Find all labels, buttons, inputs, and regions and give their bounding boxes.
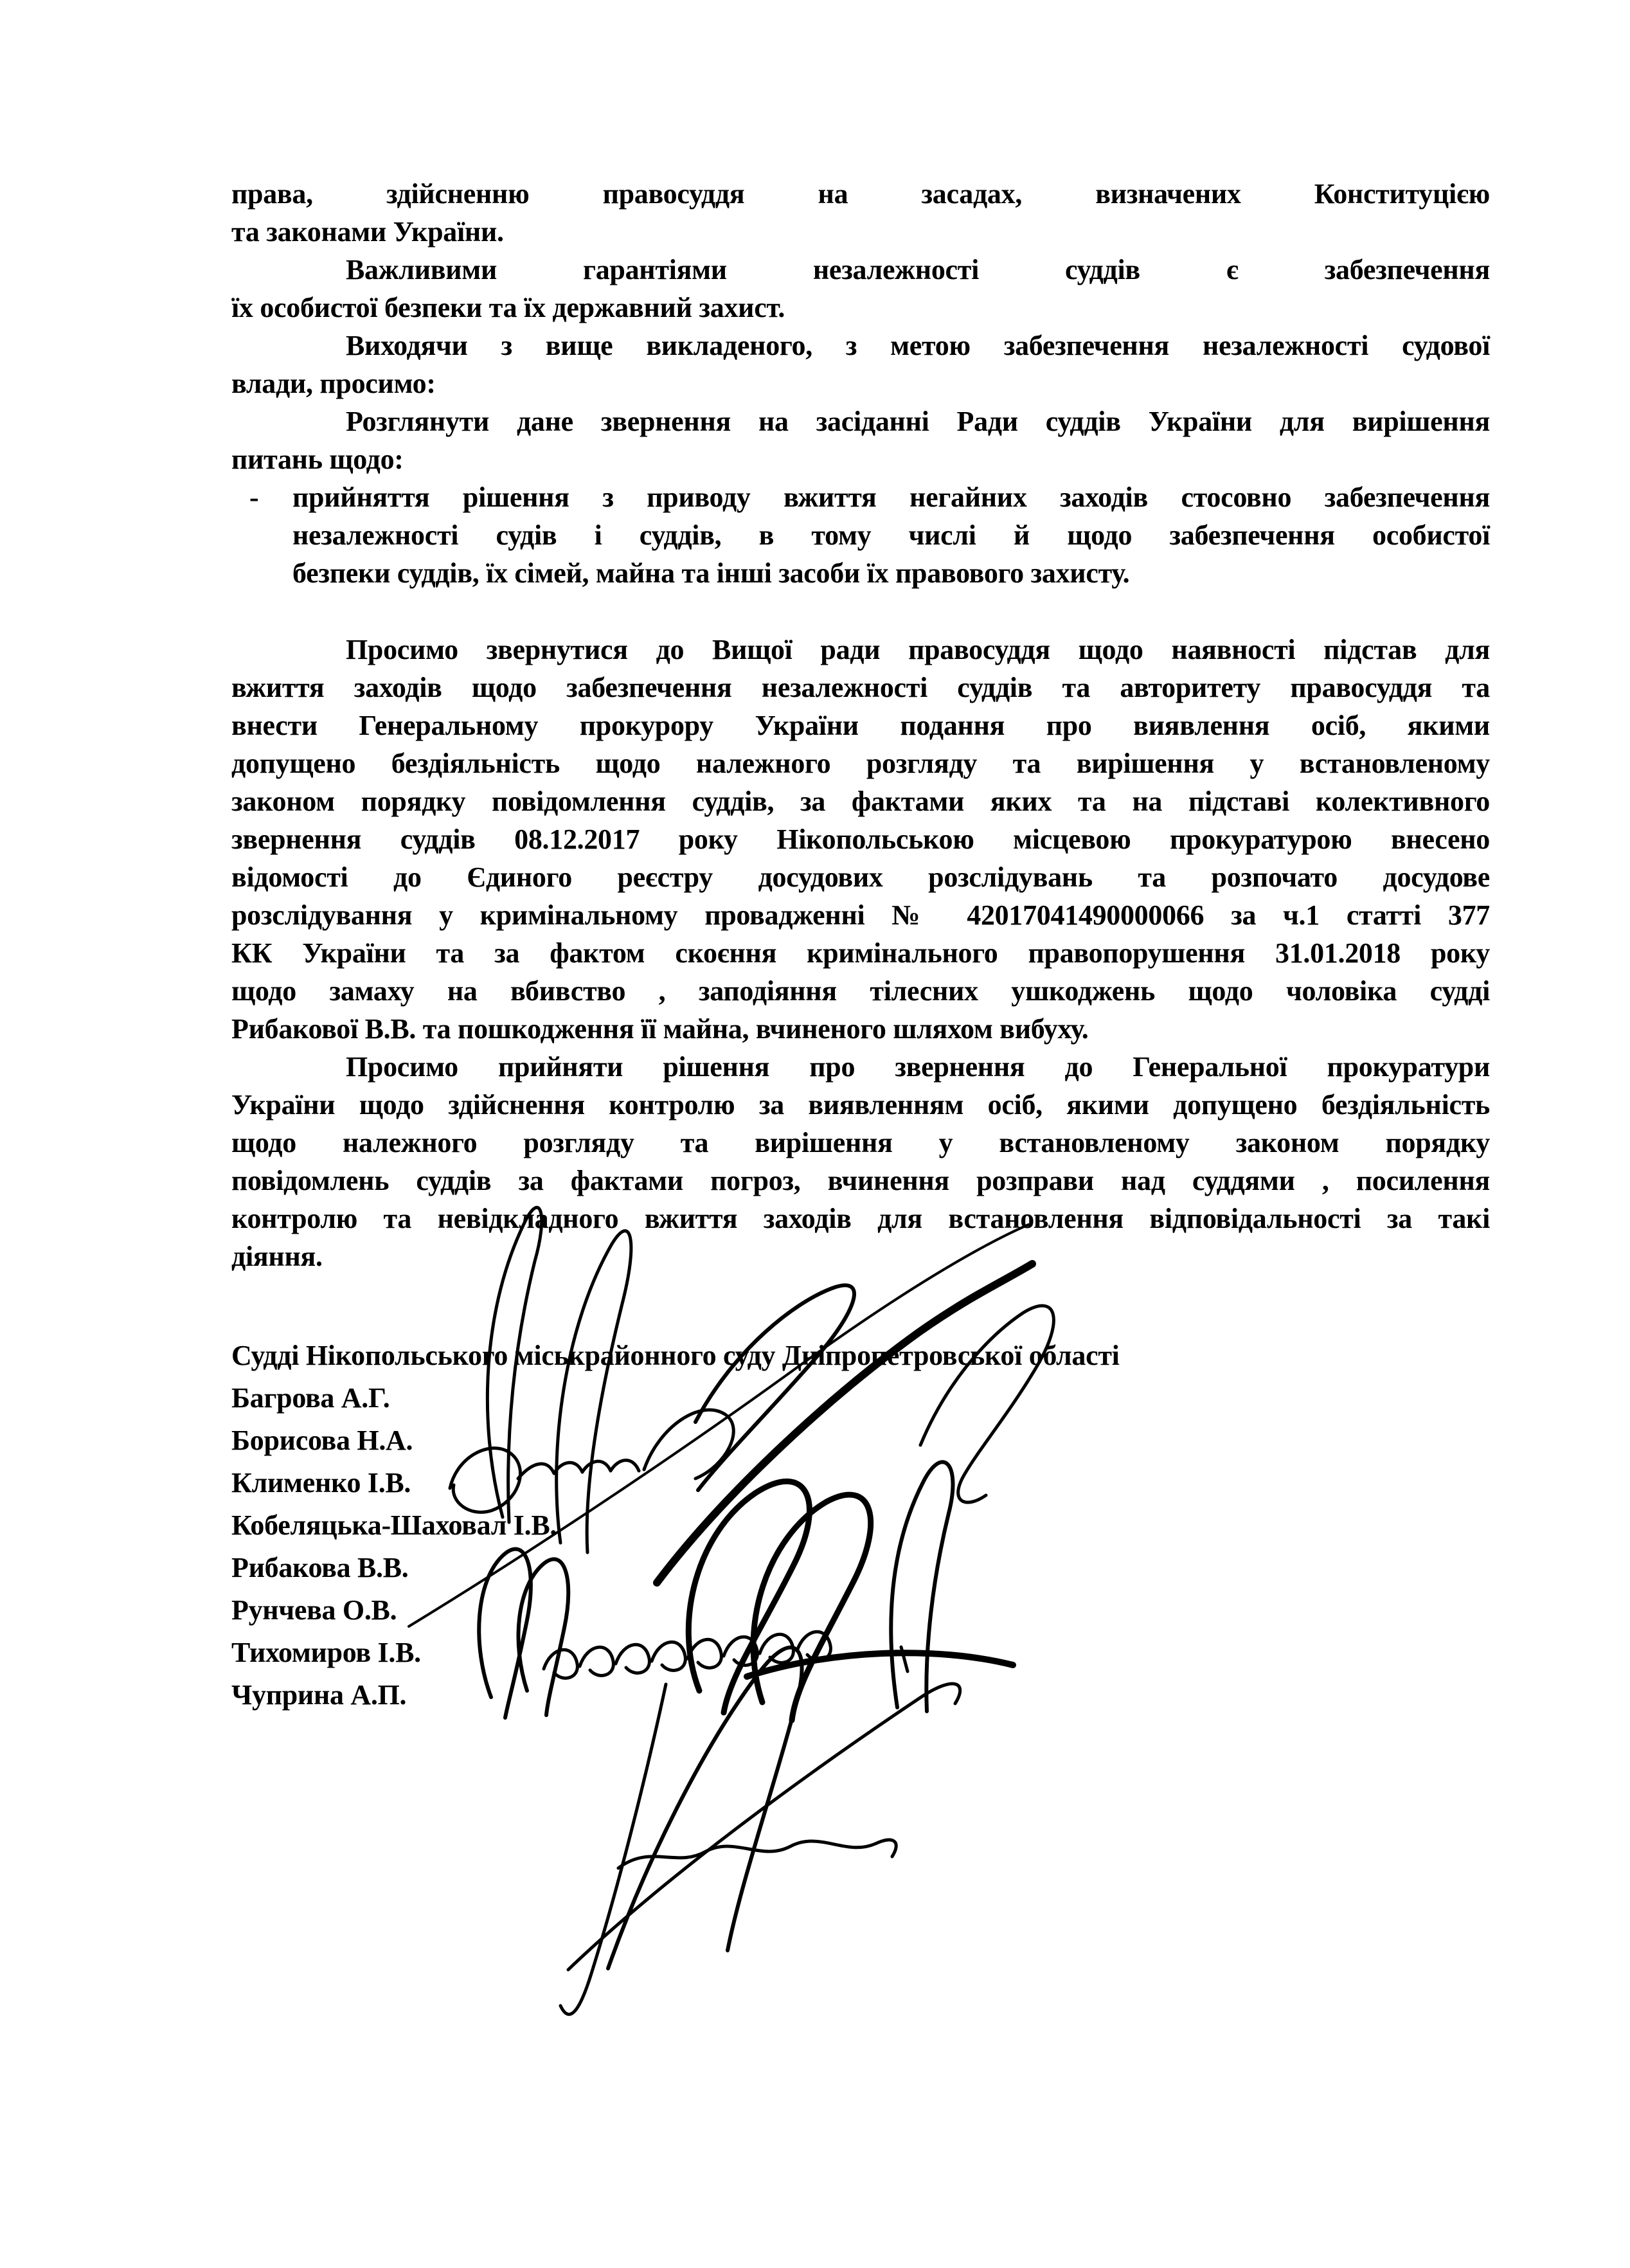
text-line xyxy=(231,554,1490,592)
signatory-name: Чуприна А.П. xyxy=(231,1679,407,1711)
text-line-content: внести Генеральному прокурору України подання про виявлення осіб, якими xyxy=(231,710,1490,741)
text-line xyxy=(231,478,1490,516)
text-line xyxy=(231,327,1490,364)
text-line-content: Просимо звернутися до Вищої ради правосуддя щодо наявності підстав для xyxy=(346,634,1490,665)
text-line xyxy=(231,1124,1490,1162)
text-line xyxy=(231,1086,1490,1124)
text-line xyxy=(231,516,1490,554)
text-line-content: щодо замаху на вбивство , заподіяння тілесних ушкоджень щодо чоловіка судді xyxy=(231,975,1490,1007)
signatory-name: Кобеляцька-Шаховал І.В. xyxy=(231,1509,557,1541)
text-line-content: їх особистої безпеки та їх державний захист. xyxy=(231,292,785,323)
signatory-name: Клименко І.В. xyxy=(231,1467,411,1498)
text-line xyxy=(231,858,1490,896)
text-line xyxy=(231,934,1490,972)
text-line-content: питань щодо: xyxy=(231,444,404,475)
text-line xyxy=(231,213,1490,251)
text-line-content: діяння. xyxy=(231,1241,323,1272)
text-line-content: Виходячи з вище викладеного, з метою забезпечення незалежності судової xyxy=(346,330,1490,361)
text-line xyxy=(231,706,1490,744)
text-line-content: звернення суддів 08.12.2017 року Нікопольською місцевою прокуратурою внесено xyxy=(231,824,1490,855)
text-line xyxy=(231,251,1490,289)
text-line xyxy=(231,669,1490,706)
text-line-content: допущено бездіяльність щодо належного розгляду та вирішення у встановленому xyxy=(231,748,1490,779)
text-line-content: та законами України. xyxy=(231,216,504,248)
signatory-name: Рунчева О.В. xyxy=(231,1594,397,1626)
text-line xyxy=(231,782,1490,820)
text-line-content: щодо належного розгляду та вирішення у встановленому законом порядку xyxy=(231,1127,1490,1158)
signatories-list xyxy=(231,1377,1490,1716)
text-line xyxy=(231,1010,1490,1048)
text-line xyxy=(231,364,1490,402)
text-line-content: КК України та за фактом скоєння кримінального правопорушення 31.01.2018 року xyxy=(231,937,1490,969)
bullet-dash: - xyxy=(249,482,259,513)
text-line-content: права, здійсненню правосуддя на засадах, визначених Конституцією xyxy=(231,178,1490,210)
text-line-content: Розглянути дане звернення на засіданні Ради суддів України для вирішення xyxy=(346,406,1490,437)
text-line xyxy=(231,402,1490,440)
text-line xyxy=(231,1238,1490,1275)
document-body xyxy=(231,175,1490,1275)
text-line xyxy=(231,289,1490,327)
text-line xyxy=(231,820,1490,858)
signature-block xyxy=(231,1335,1490,1716)
signatory-name: Борисова Н.А. xyxy=(231,1425,413,1456)
signatory-name: Багрова А.Г. xyxy=(231,1382,390,1414)
text-line xyxy=(231,896,1490,934)
text-line-content: вжиття заходів щодо забезпечення незалежності суддів та авторитету правосуддя та xyxy=(231,672,1490,703)
text-line-content: Важливими гарантіями незалежності суддів є забезпечення xyxy=(346,254,1490,285)
text-line-content: розслідування у кримінальному провадженні № 42017041490000066 за ч.1 статті 377 xyxy=(231,899,1490,931)
text-line-content: влади, просимо: xyxy=(231,368,436,399)
text-line xyxy=(231,1048,1490,1086)
text-line-content: відомості до Єдиного реєстру досудових розслідувань та розпочато досудове xyxy=(231,861,1490,893)
text-line xyxy=(231,1162,1490,1200)
text-line-content: безпеки суддів, їх сімей, майна та інші засоби їх правового захисту. xyxy=(292,557,1130,589)
text-line-content: законом порядку повідомлення суддів, за фактами яких та на підставі колективного xyxy=(231,786,1490,817)
text-line-content: Просимо прийняти рішення про звернення до Генеральної прокуратури xyxy=(346,1051,1490,1083)
signatories-heading: Судді Нікопольського міськрайонного суду Дніпропетровської області xyxy=(231,1340,1120,1371)
text-line xyxy=(231,440,1490,478)
text-line-content: України щодо здійснення контролю за виявленням осіб, якими допущено бездіяльність xyxy=(231,1089,1490,1120)
text-line xyxy=(231,1200,1490,1238)
text-line xyxy=(231,631,1490,669)
text-line-content: повідомлень суддів за фактами погроз, вчинення розправи над суддями , посилення xyxy=(231,1165,1490,1196)
text-line xyxy=(231,175,1490,213)
text-line xyxy=(231,972,1490,1010)
text-line-content: контролю та невідкладного вжиття заходів для встановлення відповідальності за такі xyxy=(231,1203,1490,1234)
text-line xyxy=(231,744,1490,782)
signatory-name: Тихомиров І.В. xyxy=(231,1637,421,1668)
signatory-name: Рибакова В.В. xyxy=(231,1552,409,1583)
text-line-content: Рибакової В.В. та пошкодження її майна, вчиненого шляхом вибуху. xyxy=(231,1013,1089,1045)
text-line-content: незалежності судів і суддів, в тому числі й щодо забезпечення особистої xyxy=(292,519,1490,551)
text-line-content: прийняття рішення з приводу вжиття негайних заходів стосовно забезпечення xyxy=(292,482,1490,513)
